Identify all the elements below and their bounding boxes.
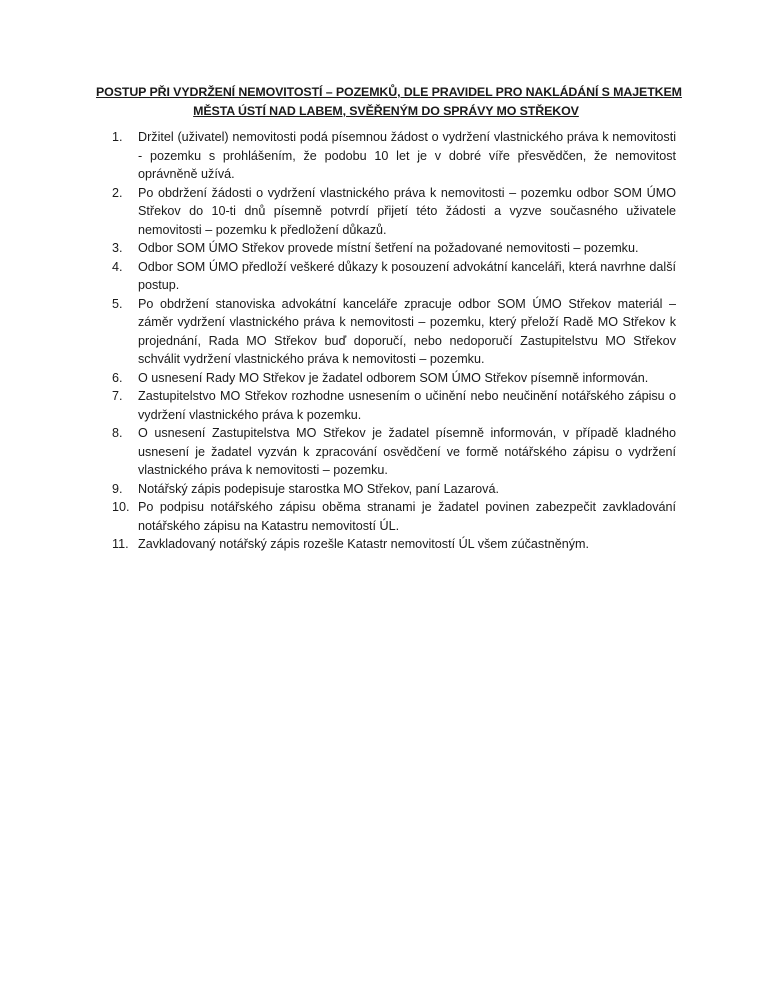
step-number: 10. xyxy=(112,500,130,514)
list-item xyxy=(112,424,676,480)
step-text: Po podpisu notářského zápisu oběma stranami je žadatel povinen zabezpečit zavkladování notářského zápisu na Katastru nemovitostí ÚL. xyxy=(138,500,676,533)
step-number: 2. xyxy=(112,185,123,200)
list-item xyxy=(112,535,676,554)
list-item xyxy=(112,498,676,535)
list-item xyxy=(112,184,676,240)
step-number: 6. xyxy=(112,370,123,385)
step-text: Odbor SOM ÚMO předloží veškeré důkazy k posouzení advokátní kanceláři, která navrhne další postup. xyxy=(138,259,676,292)
step-text: Po obdržení stanoviska advokátní kanceláře zpracuje odbor SOM ÚMO Střekov materiál – záměr vydržení vlastnického práva k nemovitosti – pozemku, který přeloží Radě MO Střekov k projednání, Rada MO Střekov buď doporučí, nebo nedoporučí Zastupitelstvu MO Střekov schválit vydržení vlastnického práva k nemovitosti – pozemku. xyxy=(138,296,676,366)
step-number: 3. xyxy=(112,241,123,255)
step-text: Držitel (uživatel) nemovitosti podá písemnou žádost o vydržení vlastnického práva k nemovitosti - pozemku s prohlášením, že podobu 10 let je v dobré víře přesvědčen, že nemovitost oprávněně užívá. xyxy=(138,130,676,181)
list-item xyxy=(112,295,676,369)
document-title xyxy=(96,83,682,120)
step-number: 4. xyxy=(112,259,123,274)
title-line-1: POSTUP PŘI VYDRŽENÍ NEMOVITOSTÍ – POZEMKŮ, DLE PRAVIDEL PRO NAKLÁDÁNÍ S MAJETKEM xyxy=(96,85,682,99)
step-number: 1. xyxy=(112,130,123,144)
step-text: O usnesení Zastupitelstva MO Střekov je žadatel písemně informován, v případě kladného usnesení je žadatel vyzván k zpracování osvědčení ve formě notářského zápisu o vydržení vlastnického práva k nemovitosti – pozemku. xyxy=(138,426,676,477)
step-text: O usnesení Rady MO Střekov je žadatel odborem SOM ÚMO Střekov písemně informován. xyxy=(138,370,649,385)
list-item xyxy=(112,480,676,499)
step-text: Zastupitelstvo MO Střekov rozhodne usnesením o učinění nebo neučinění notářského zápisu o vydržení vlastnického práva k pozemku. xyxy=(138,389,676,422)
list-item xyxy=(112,239,676,258)
list-item xyxy=(112,369,676,388)
step-number: 7. xyxy=(112,389,123,403)
title-line-2: MĚSTA ÚSTÍ NAD LABEM, SVĚŘENÝM DO SPRÁVY MO STŘEKOV xyxy=(193,103,579,118)
list-item xyxy=(112,258,676,295)
step-text: Po obdržení žádosti o vydržení vlastnického práva k nemovitosti – pozemku odbor SOM ÚMO Střekov do 10-ti dnů písemně potvrdí přijetí této žádosti a vyzve současného uživatele nemovitosti – pozemku k předložení důkazů. xyxy=(138,185,676,237)
list-item xyxy=(112,128,676,184)
step-number: 5. xyxy=(112,296,123,311)
step-text: Notářský zápis podepisuje starostka MO Střekov, paní Lazarová. xyxy=(138,481,499,496)
step-number: 8. xyxy=(112,426,123,440)
step-text: Odbor SOM ÚMO Střekov provede místní šetření na požadované nemovitosti – pozemku. xyxy=(138,241,639,255)
step-number: 9. xyxy=(112,481,123,496)
step-number: 11. xyxy=(112,537,129,551)
procedure-steps-list xyxy=(112,128,676,554)
list-item xyxy=(112,387,676,424)
step-text: Zavkladovaný notářský zápis rozešle Katastr nemovitostí ÚL všem zúčastněným. xyxy=(138,537,589,551)
